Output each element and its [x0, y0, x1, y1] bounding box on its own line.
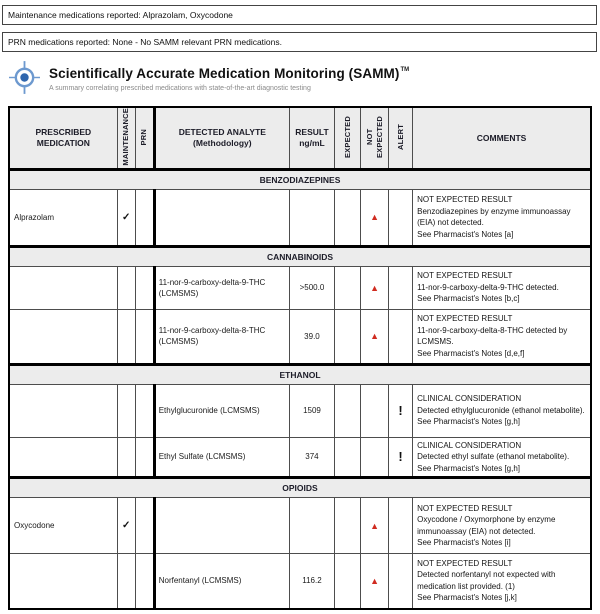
- cell-maintenance: [117, 189, 135, 246]
- cell-prn: [135, 384, 154, 437]
- col-header-analyte-line2: (Methodology): [193, 137, 252, 148]
- col-header-not-expected-line2: EXPECTED: [374, 115, 384, 158]
- cell-medication: [9, 554, 117, 609]
- cell-alert: [389, 266, 413, 309]
- cell-not-expected: [361, 384, 389, 437]
- cell-prn: [135, 554, 154, 609]
- table-header-row: [9, 107, 591, 169]
- report-brand-header: [9, 61, 600, 99]
- maintenance-check-icon: ✓: [121, 520, 131, 532]
- cell-comments: [413, 498, 591, 554]
- comment-line: 11-nor-9-carboxy-delta-9-THC detected.: [417, 282, 559, 292]
- cell-alert: [389, 437, 413, 478]
- cell-analyte: [154, 498, 289, 554]
- alert-exclamation-icon: !: [398, 449, 403, 465]
- section-band-ethanol: [9, 364, 591, 384]
- cell-maintenance: [117, 309, 135, 364]
- col-header-prescribed-medication: [9, 107, 117, 169]
- cell-comments: [413, 266, 591, 309]
- samm-report-page: [0, 5, 600, 614]
- cell-comments: [413, 189, 591, 246]
- col-header-analyte-line1: DETECTED ANALYTE: [178, 126, 266, 137]
- col-header-not-expected-line1: NOT: [364, 128, 374, 146]
- cell-analyte: [154, 189, 289, 246]
- table-row-norfentanyl: [9, 554, 591, 609]
- not-expected-triangle-icon: ▲: [370, 520, 380, 531]
- section-band-cannabinoids: [9, 246, 591, 266]
- cell-prn: [135, 189, 154, 246]
- section-band-ethanol-label: ETHANOL: [9, 364, 591, 384]
- cell-maintenance: [117, 498, 135, 554]
- cell-comments: [413, 554, 591, 609]
- col-header-prn: [135, 107, 154, 169]
- cell-result: >500.0: [289, 266, 334, 309]
- cell-prn: [135, 266, 154, 309]
- cell-not-expected: [361, 189, 389, 246]
- report-title-block: [49, 61, 409, 92]
- report-title-line: [49, 65, 409, 83]
- cell-expected: [335, 554, 361, 609]
- comment-line: NOT EXPECTED RESULT: [417, 558, 513, 568]
- cell-expected: [335, 437, 361, 478]
- cell-not-expected: [361, 498, 389, 554]
- section-band-benzodiazepines-label: BENZODIAZEPINES: [9, 169, 591, 189]
- cell-alert: [389, 189, 413, 246]
- cell-result: 39.0: [289, 309, 334, 364]
- cell-analyte: Norfentanyl (LCMSMS): [154, 554, 289, 609]
- comment-line: See Pharmacist's Notes [g,h]: [417, 463, 521, 473]
- col-header-alert-label: ALERT: [395, 123, 405, 150]
- report-title: Scientifically Accurate Medication Monitoring (SAMM): [49, 66, 400, 81]
- prn-medications-text: PRN medications reported: None - No SAMM relevant PRN medications.: [8, 37, 282, 47]
- cell-expected: [335, 384, 361, 437]
- comment-line: NOT EXPECTED RESULT: [417, 314, 513, 324]
- cell-medication: [9, 437, 117, 478]
- report-subtitle: A summary correlating prescribed medications with state-of-the-art diagnostic testing: [49, 85, 311, 92]
- col-header-expected: [335, 107, 361, 169]
- comment-line: Detected norfentanyl not expected with medication list provided. (1): [417, 570, 556, 591]
- cell-medication: Alprazolam: [9, 189, 117, 246]
- cell-prn: [135, 437, 154, 478]
- comment-line: CLINICAL CONSIDERATION: [417, 394, 522, 404]
- cell-expected: [335, 266, 361, 309]
- cell-result: 1509: [289, 384, 334, 437]
- comment-line: Oxycodone / Oxymorphone by enzyme immunoassay (EIA) not detected.: [417, 515, 556, 536]
- cell-analyte: 11-nor-9-carboxy-delta-8-THC (LCMSMS): [154, 309, 289, 364]
- cell-result: 116.2: [289, 554, 334, 609]
- col-header-comments-label: COMMENTS: [476, 132, 527, 143]
- cell-maintenance: [117, 437, 135, 478]
- col-header-comments: [413, 107, 591, 169]
- section-band-cannabinoids-label: CANNABINOIDS: [9, 246, 591, 266]
- table-row-ethylglucuronide: [9, 384, 591, 437]
- prn-medications-note: [2, 32, 597, 52]
- comment-line: Detected ethylglucuronide (ethanol metabolite).: [417, 405, 585, 415]
- cell-alert: [389, 309, 413, 364]
- cell-medication: [9, 309, 117, 364]
- cell-analyte: Ethyl Sulfate (LCMSMS): [154, 437, 289, 478]
- cell-medication: [9, 266, 117, 309]
- col-header-result: [289, 107, 334, 169]
- col-header-detected-analyte: [154, 107, 289, 169]
- comment-line: Detected ethyl sulfate (ethanol metabolite).: [417, 452, 570, 462]
- comment-line: See Pharmacist's Notes [a]: [417, 229, 514, 239]
- cell-not-expected: [361, 309, 389, 364]
- section-band-opioids-label: OPIOIDS: [9, 478, 591, 498]
- cell-not-expected: [361, 554, 389, 609]
- not-expected-triangle-icon: ▲: [370, 212, 380, 223]
- col-header-result-line2: ng/mL: [299, 137, 325, 148]
- cell-comments: [413, 437, 591, 478]
- table-row-ethyl-sulfate: [9, 437, 591, 478]
- not-expected-triangle-icon: ▲: [370, 331, 380, 342]
- table-row-oxycodone: [9, 498, 591, 554]
- cell-analyte: Ethylglucuronide (LCMSMS): [154, 384, 289, 437]
- cell-maintenance: [117, 266, 135, 309]
- comment-line: See Pharmacist's Notes [j,k]: [417, 593, 517, 603]
- table-row-delta9-thc: [9, 266, 591, 309]
- cell-prn: [135, 309, 154, 364]
- comment-line: Benzodiazepines by enzyme immunoassay (EIA) not detected.: [417, 206, 571, 228]
- cell-expected: [335, 498, 361, 554]
- cell-comments: [413, 384, 591, 437]
- comment-line: NOT EXPECTED RESULT: [417, 271, 513, 281]
- comment-line: NOT EXPECTED RESULT: [417, 503, 513, 513]
- section-band-opioids: [9, 478, 591, 498]
- not-expected-triangle-icon: ▲: [370, 575, 380, 586]
- comment-line: See Pharmacist's Notes [b,c]: [417, 294, 520, 304]
- cell-alert: [389, 554, 413, 609]
- cell-expected: [335, 189, 361, 246]
- comment-line: See Pharmacist's Notes [g,h]: [417, 417, 521, 427]
- cell-result: [289, 498, 334, 554]
- cell-alert: [389, 498, 413, 554]
- cell-maintenance: [117, 384, 135, 437]
- cell-analyte: 11-nor-9-carboxy-delta-9-THC (LCMSMS): [154, 266, 289, 309]
- cell-prn: [135, 498, 154, 554]
- cell-expected: [335, 309, 361, 364]
- cell-comments: [413, 309, 591, 364]
- cell-maintenance: [117, 554, 135, 609]
- comment-line: 11-nor-9-carboxy-delta-8-THC detected by LCMSMS.: [417, 325, 568, 347]
- col-header-not-expected-label: [365, 116, 385, 158]
- table-row-alprazolam: [9, 189, 591, 246]
- cell-result: [289, 189, 334, 246]
- cell-result: 374: [289, 437, 334, 478]
- samm-results-table: [8, 106, 592, 610]
- comment-line: NOT EXPECTED RESULT: [417, 195, 513, 205]
- cell-alert: [389, 384, 413, 437]
- comment-line: See Pharmacist's Notes [i]: [417, 538, 511, 548]
- col-header-maintenance-label: MAINTENANCE: [121, 108, 131, 166]
- comment-line: See Pharmacist's Notes [d,e,f]: [417, 348, 525, 358]
- col-header-result-line1: RESULT: [295, 126, 329, 137]
- alert-exclamation-icon: !: [398, 403, 403, 419]
- cell-not-expected: [361, 266, 389, 309]
- maintenance-check-icon: ✓: [121, 211, 131, 223]
- col-header-alert: [389, 107, 413, 169]
- cell-not-expected: [361, 437, 389, 478]
- table-row-delta8-thc: [9, 309, 591, 364]
- maintenance-medications-text: Maintenance medications reported: Alprazolam, Oxycodone: [8, 10, 233, 20]
- not-expected-triangle-icon: ▲: [370, 282, 380, 293]
- col-header-not-expected: [361, 107, 389, 169]
- col-header-expected-label: EXPECTED: [342, 115, 352, 158]
- maintenance-medications-note: [2, 5, 597, 25]
- col-header-prescribed-line2: MEDICATION: [36, 137, 90, 148]
- col-header-prn-label: PRN: [139, 128, 149, 146]
- comment-line: CLINICAL CONSIDERATION: [417, 440, 522, 450]
- cell-medication: Oxycodone: [9, 498, 117, 554]
- cell-medication: [9, 384, 117, 437]
- col-header-maintenance: [117, 107, 135, 169]
- trademark-symbol: TM: [400, 67, 410, 73]
- col-header-prescribed-line1: PRESCRIBED: [35, 126, 92, 137]
- samm-crosshair-logo-icon: [9, 61, 40, 99]
- section-band-benzodiazepines: [9, 169, 591, 189]
